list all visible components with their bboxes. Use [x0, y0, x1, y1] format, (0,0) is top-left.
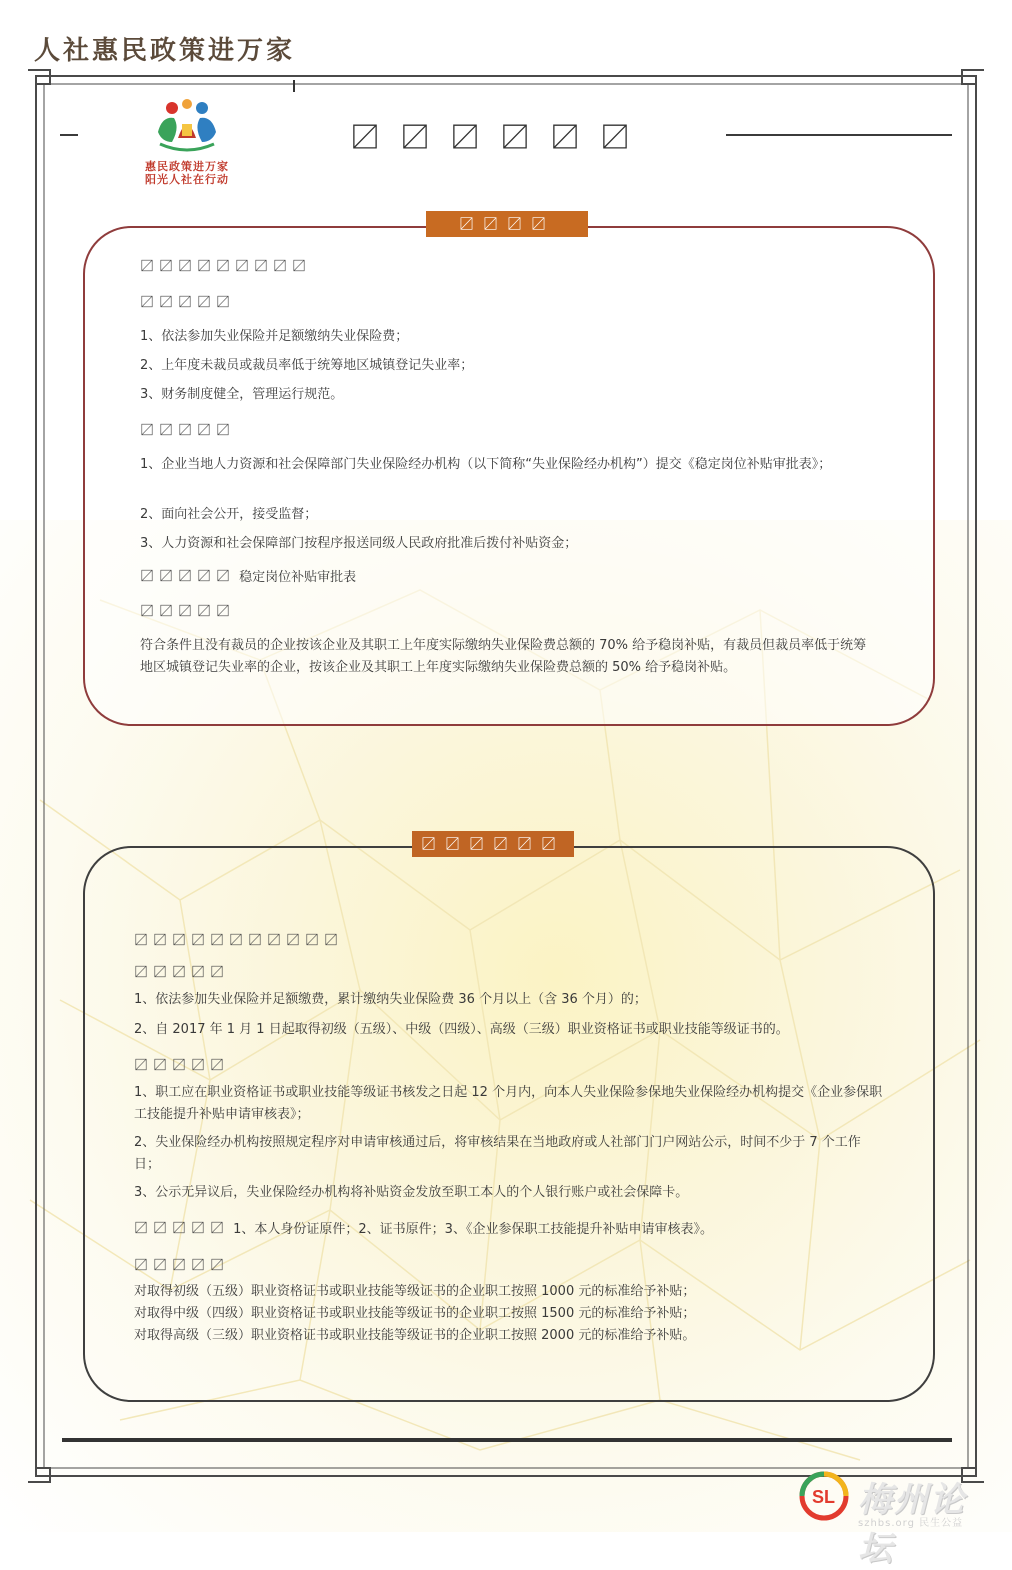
section1-materials-label: 〼〼〼〼〼	[140, 569, 235, 585]
section2-materials-label: 〼〼〼〼〼	[134, 1221, 229, 1237]
section1-heading: 〼〼〼〼〼〼〼〼〼	[140, 259, 311, 275]
section1-procedure-3: 3、人力资源和社会保障部门按程序报送同级人民政府批准后拨付补贴资金；	[140, 536, 578, 551]
section1-materials: 稳定岗位补贴审批表	[239, 570, 357, 585]
section1-standard: 符合条件且没有裁员的企业按该企业及其职工上年度实际缴纳失业保险费总额的 70% 给予稳岗补贴，有裁员但裁员率低于统筹地区城镇登记失业率的企业，按该企业及其职工上年度实际缴纳失业保险费总额的 50% 给予稳岗补贴。	[140, 638, 867, 675]
section1-tag: 〼〼〼〼	[426, 211, 588, 237]
family-logo-icon	[152, 98, 222, 156]
section2-procedure-1: 1、职工应在职业资格证书或职业技能等级证书核发之日起 12 个月内，向本人失业保险参保地失业保险经办机构提交《企业参保职工技能提升补贴申请审核表》；	[134, 1085, 883, 1122]
section1-condition-1: 1、依法参加失业保险并足额缴纳失业保险费；	[140, 329, 409, 344]
watermark-subtext: szhbs.org 民生公益	[858, 1518, 964, 1529]
header-title: 人社惠民政策进万家	[34, 36, 296, 66]
section1-condition-3: 3、财务制度健全，管理运行规范。	[140, 387, 344, 402]
section1-materials-row	[140, 566, 356, 589]
section1-procedure-2: 2、面向社会公开，接受监督；	[140, 507, 318, 522]
title-rule-right	[726, 134, 952, 136]
section1-conditions-label: 〼〼〼〼〼	[140, 295, 235, 311]
forum-logo-icon	[798, 1470, 850, 1522]
logo	[132, 98, 242, 186]
section2-condition-2: 2、自 2017 年 1 月 1 日起取得初级（五级）、中级（四级）、高级（三级）职业资格证书或职业技能等级证书的。	[134, 1022, 789, 1037]
logo-slogan-1: 惠民政策进万家	[145, 160, 229, 173]
watermark	[798, 1470, 998, 1569]
section1-condition-2: 2、上年度未裁员或裁员率低于统筹地区城镇登记失业率；	[140, 358, 474, 373]
section1-procedure-label: 〼〼〼〼〼	[140, 423, 235, 439]
watermark-text: 梅州论坛	[858, 1480, 966, 1569]
section2-materials: 1、本人身份证原件；2、证书原件；3、《企业参保职工技能提升补贴申请审核表》。	[233, 1222, 713, 1237]
section2-standard-label: 〼〼〼〼〼	[134, 1258, 229, 1274]
section2-procedure-3: 3、公示无异议后，失业保险经办机构将补贴资金发放至职工本人的个人银行账户或社会保障卡。	[134, 1185, 689, 1200]
section2-standard-2: 对取得中级（四级）职业资格证书或职业技能等级证书的企业职工按照 1500 元的标准给予补贴；	[134, 1306, 696, 1321]
logo-slogan-2: 阳光人社在行动	[145, 173, 229, 186]
section2-tag: 〼〼〼〼〼〼	[412, 831, 574, 857]
title-rule-left	[60, 134, 78, 136]
section1-standard-label: 〼〼〼〼〼	[140, 604, 235, 620]
section2-standard-3: 对取得高级（三级）职业资格证书或职业技能等级证书的企业职工按照 2000 元的标准给予补贴。	[134, 1328, 696, 1343]
page-title: 〼〼〼〼〼〼	[350, 121, 650, 156]
section2-standard-1: 对取得初级（五级）职业资格证书或职业技能等级证书的企业职工按照 1000 元的标准给予补贴；	[134, 1284, 696, 1299]
section2-condition-1: 1、依法参加失业保险并足额缴费，累计缴纳失业保险费 36 个月以上（含 36 个月）的；	[134, 992, 647, 1007]
section1-procedure-1: 1、企业当地人力资源和社会保障部门失业保险经办机构（以下简称“失业保险经办机构”）提交《稳定岗位补贴审批表》；	[140, 457, 832, 472]
section2-conditions-label: 〼〼〼〼〼	[134, 965, 229, 981]
section2-procedure-label: 〼〼〼〼〼	[134, 1058, 229, 1074]
section2-materials-row	[134, 1218, 713, 1241]
section2-procedure-2: 2、失业保险经办机构按照规定程序对申请审核通过后，将审核结果在当地政府或人社部门门户网站公示，时间不少于 7 个工作日；	[134, 1135, 861, 1172]
svg-text:SL: SL	[812, 1487, 836, 1507]
section2-heading: 〼〼〼〼〼〼〼〼〼〼〼	[134, 933, 343, 949]
